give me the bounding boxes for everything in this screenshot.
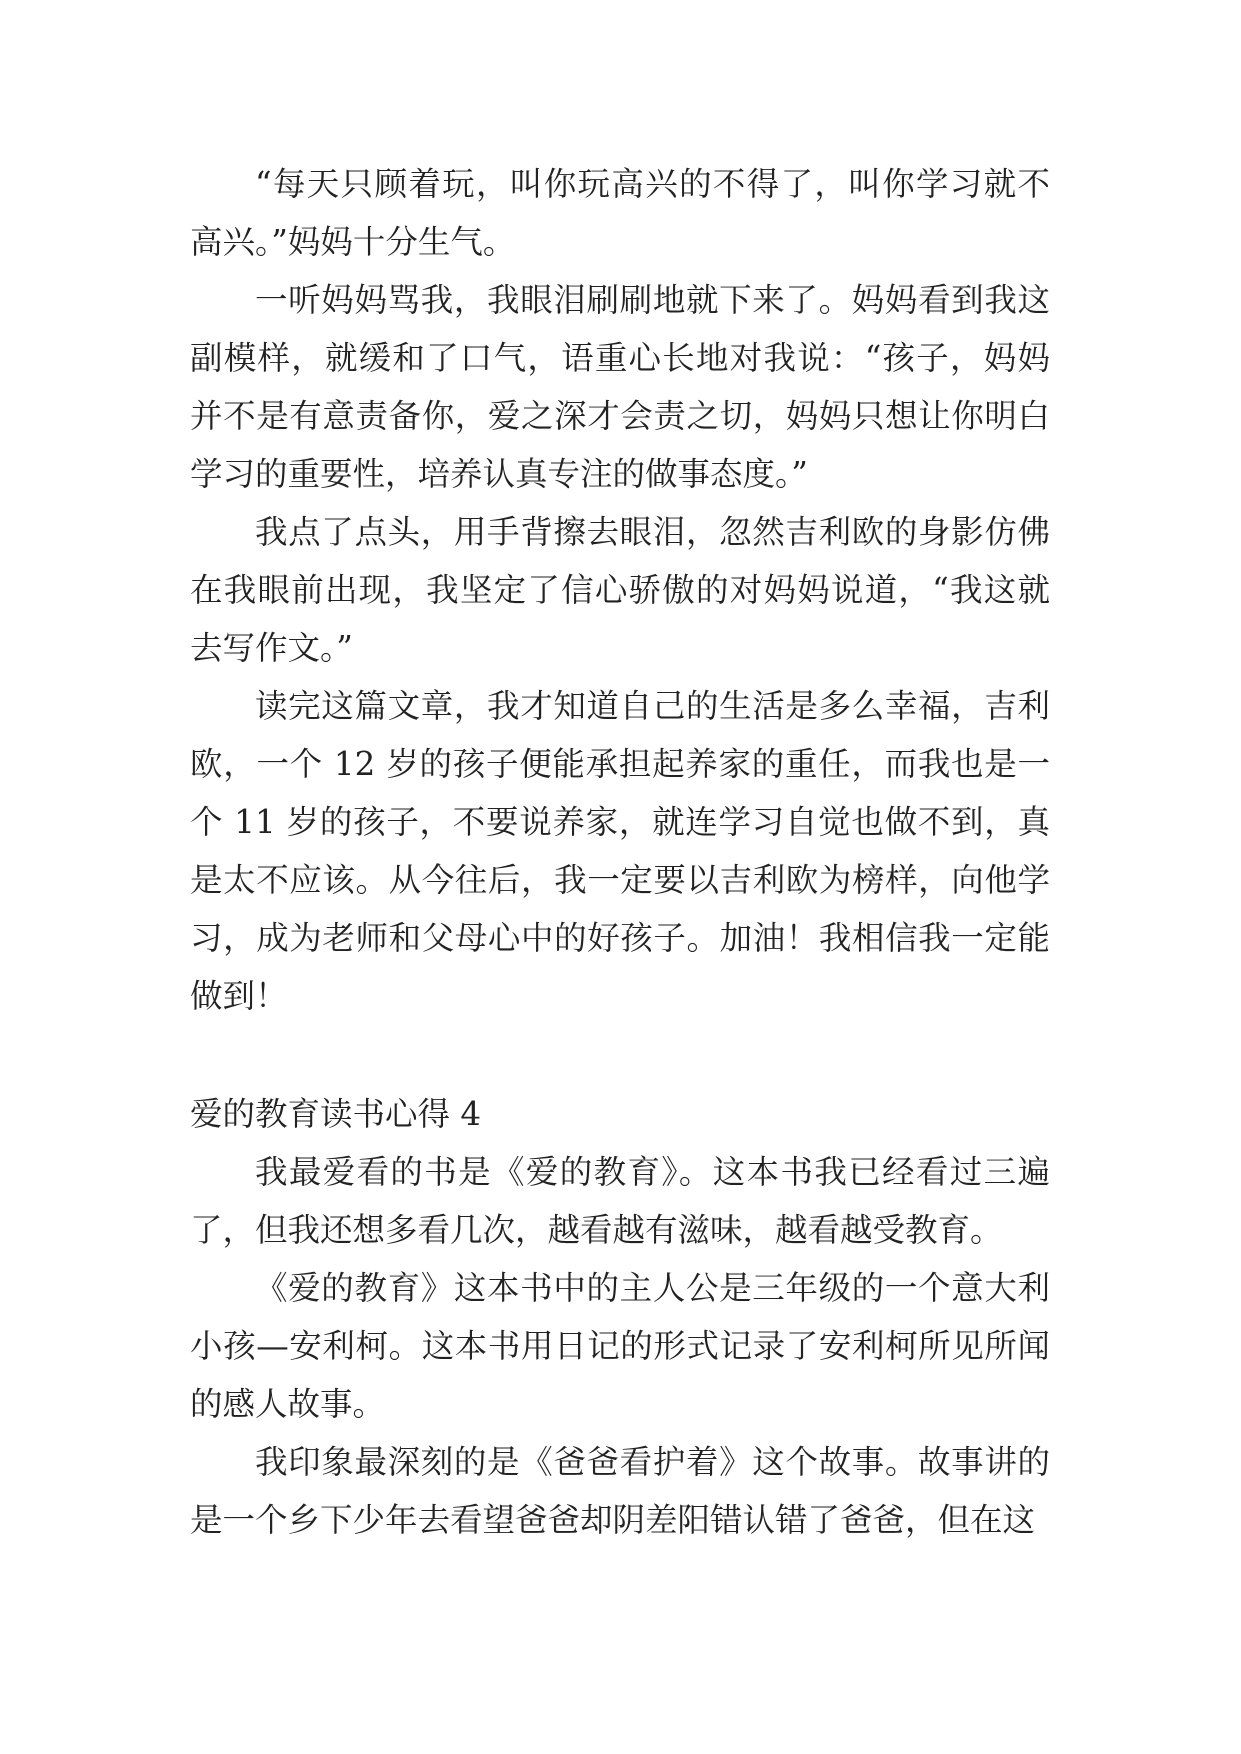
document-body [190, 155, 1050, 1549]
paragraph: 一听妈妈骂我，我眼泪刷刷地就下来了。妈妈看到我这副模样，就缓和了口气，语重心长地对我说：“孩子，妈妈并不是有意责备你，爱之深才会责之切，妈妈只想让你明白学习的重要性，培养认真专注的做事态度。” [190, 281, 1050, 493]
paragraph: 读完这篇文章，我才知道自己的生活是多么幸福，吉利欧，一个 12 岁的孩子便能承担起养家的重任，而我也是一个 11 岁的孩子，不要说养家，就连学习自觉也做不到，真是太不应该。从今往后，我一定要以吉利欧为榜样，向他学习，成为老师和父母心中的好孩子。加油！我相信我一定能做到！ [190, 687, 1050, 1015]
section-heading: 爱的教育读书心得 4 [190, 1095, 482, 1133]
paragraph: 我最爱看的书是《爱的教育》。这本书我已经看过三遍了，但我还想多看几次，越看越有滋味，越看越受教育。 [190, 1153, 1050, 1249]
paragraph: 《爱的教育》这本书中的主人公是三年级的一个意大利小孩—安利柯。这本书用日记的形式记录了安利柯所见所闻的感人故事。 [190, 1269, 1050, 1423]
paragraph: 我点了点头，用手背擦去眼泪，忽然吉利欧的身影仿佛在我眼前出现，我坚定了信心骄傲的对妈妈说道，“我这就去写作文。” [190, 513, 1050, 667]
paragraph: “每天只顾着玩，叫你玩高兴的不得了，叫你学习就不高兴。”妈妈十分生气。 [190, 165, 1050, 261]
paragraph: 我印象最深刻的是《爸爸看护着》这个故事。故事讲的是一个乡下少年去看望爸爸却阴差阳错认错了爸爸，但在这 [190, 1443, 1050, 1539]
